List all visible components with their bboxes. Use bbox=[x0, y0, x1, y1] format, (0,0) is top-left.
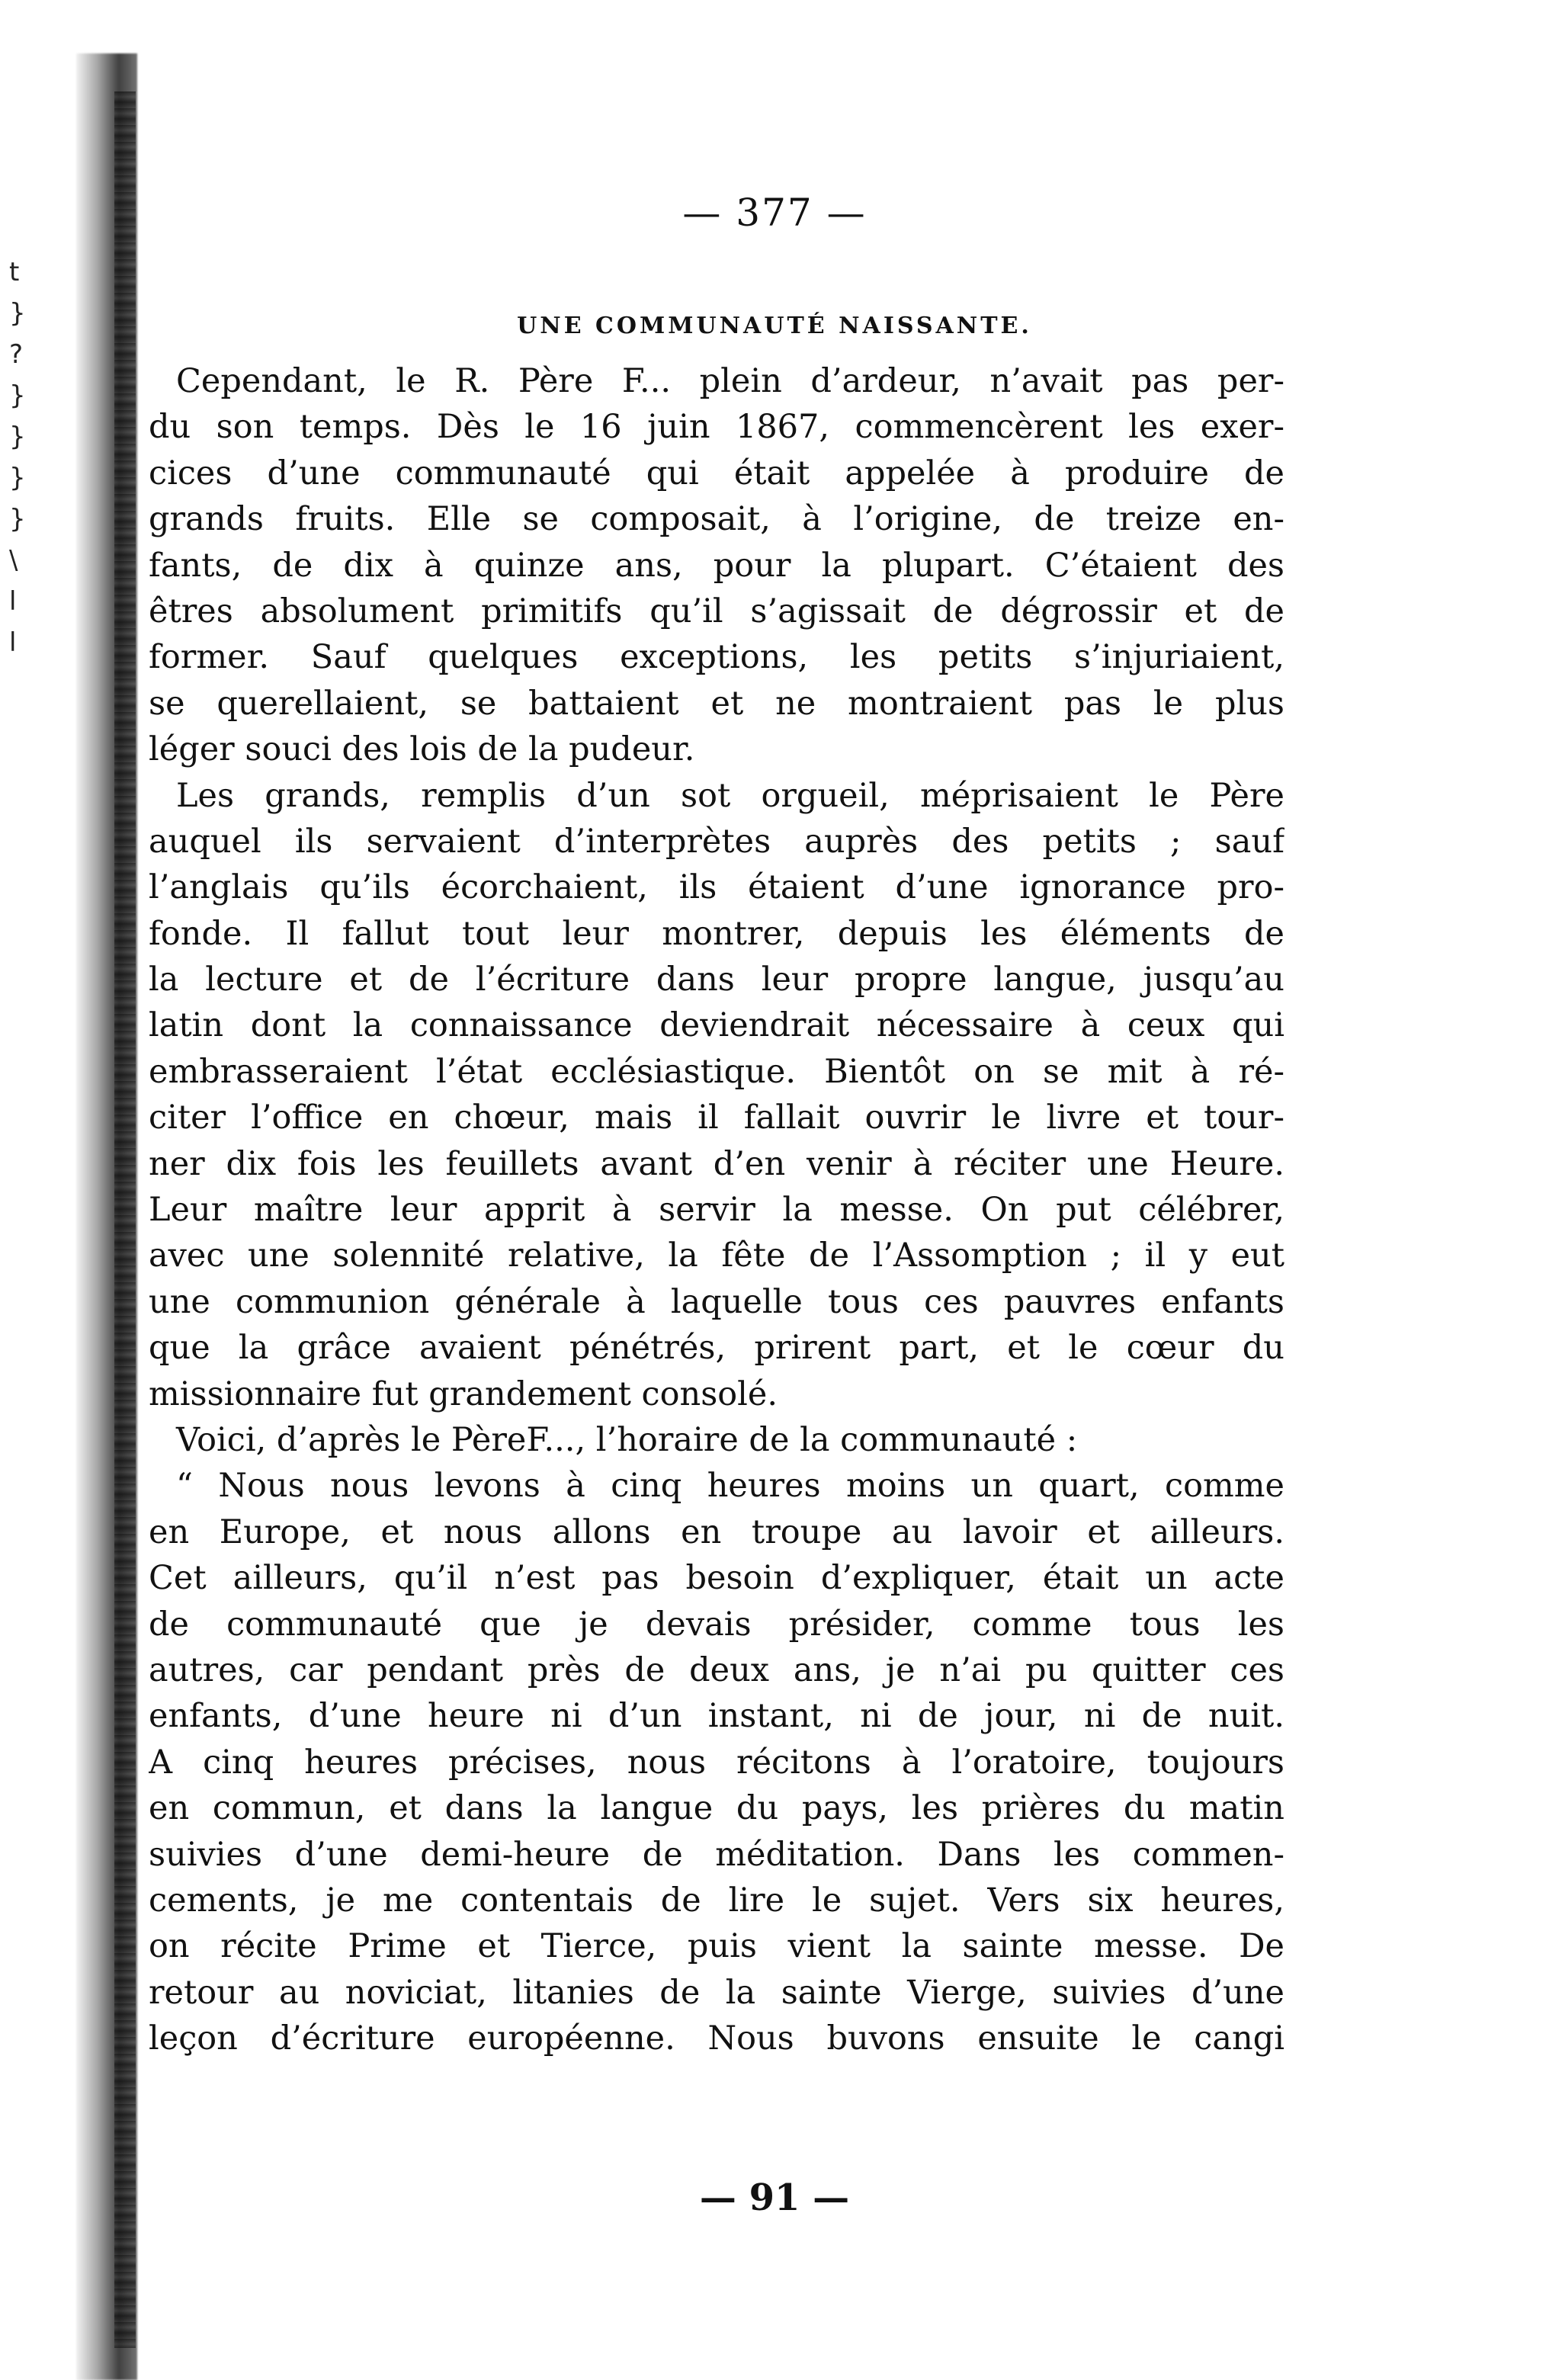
margin-mark: l bbox=[9, 586, 17, 617]
text-line: suivies d’une demi-heure de méditation. Dans les commen- bbox=[149, 1835, 1284, 1874]
text-line: Les grands, remplis d’un sot orgueil, méprisaient le Père bbox=[176, 776, 1284, 815]
text-line: en commun, et dans la langue du pays, les prières du matin bbox=[149, 1789, 1284, 1828]
running-head: UNE COMMUNAUTÉ NAISSANTE. bbox=[517, 313, 1032, 339]
text-line: fants, de dix à quinze ans, pour la plupart. C’étaient des bbox=[149, 546, 1284, 585]
text-line: enfants, d’une heure ni d’un instant, ni de jour, ni de nuit. bbox=[149, 1697, 1284, 1736]
margin-mark: } bbox=[9, 380, 26, 411]
margin-mark: t bbox=[9, 257, 20, 287]
text-line: Cet ailleurs, qu’il n’est pas besoin d’expliquer, était un acte bbox=[149, 1559, 1284, 1598]
text-line: grands fruits. Elle se composait, à l’origine, de treize en- bbox=[149, 500, 1284, 539]
margin-mark: \ bbox=[9, 545, 18, 576]
text-line: leçon d’écriture européenne. Nous buvons ensuite le cangi bbox=[149, 2019, 1284, 2058]
text-line: “ Nous nous levons à cinq heures moins un quart, comme bbox=[176, 1467, 1284, 1506]
margin-marks bbox=[9, 252, 40, 861]
bottom-page-number: — 91 — bbox=[699, 2176, 850, 2219]
text-line: citer l’office en chœur, mais il fallait ouvrir le livre et tour- bbox=[149, 1099, 1284, 1137]
text-line: auquel ils servaient d’interprètes auprès des petits ; sauf bbox=[149, 822, 1284, 861]
text-line: cements, je me contentais de lire le sujet. Vers six heures, bbox=[149, 1881, 1284, 1920]
text-line: cices d’une communauté qui était appelée à produire de bbox=[149, 454, 1284, 492]
text-line: que la grâce avaient pénétrés, prirent part, et le cœur du bbox=[149, 1329, 1284, 1368]
margin-mark: } bbox=[9, 298, 26, 329]
margin-mark: } bbox=[9, 463, 26, 493]
scan-binding-texture bbox=[114, 91, 136, 2348]
text-line: léger souci des lois de la pudeur. bbox=[149, 730, 695, 769]
text-line: une communion générale à laquelle tous ces pauvres enfants bbox=[149, 1282, 1284, 1321]
text-line: l’anglais qu’ils écorchaient, ils étaient d’une ignorance pro- bbox=[149, 868, 1284, 907]
text-line: se querellaient, se battaient et ne montraient pas le plus bbox=[149, 684, 1284, 723]
text-line: Leur maître leur apprit à servir la messe. On put célébrer, bbox=[149, 1191, 1284, 1230]
margin-mark: } bbox=[9, 504, 26, 534]
text-line: Cependant, le R. Père F... plein d’ardeur, n’avait pas per- bbox=[176, 362, 1284, 400]
text-line: Voici, d’après le PèreF..., l’horaire de la communauté : bbox=[176, 1420, 1078, 1459]
text-line: avec une solennité relative, la fête de l’Assomption ; il y eut bbox=[149, 1237, 1284, 1275]
text-line: on récite Prime et Tierce, puis vient la sainte messe. De bbox=[149, 1927, 1284, 1966]
text-line: autres, car pendant près de deux ans, je n’ai pu quitter ces bbox=[149, 1650, 1284, 1689]
margin-mark: } bbox=[9, 422, 26, 452]
text-line: missionnaire fut grandement consolé. bbox=[149, 1374, 778, 1413]
text-line: fonde. Il fallut tout leur montrer, depuis les éléments de bbox=[149, 914, 1284, 953]
margin-mark: ? bbox=[9, 339, 24, 370]
text-line: embrasseraient l’état ecclésiastique. Bientôt on se mit à ré- bbox=[149, 1052, 1284, 1091]
text-line: du son temps. Dès le 16 juin 1867, commencèrent les exer- bbox=[149, 408, 1284, 447]
text-line: de communauté que je devais présider, comme tous les bbox=[149, 1605, 1284, 1644]
text-line: en Europe, et nous allons en troupe au lavoir et ailleurs. bbox=[149, 1512, 1284, 1551]
text-line: former. Sauf quelques exceptions, les petits s’injuriaient, bbox=[149, 638, 1284, 677]
text-line: êtres absolument primitifs qu’il s’agissait de dégrossir et de bbox=[149, 592, 1284, 630]
body-text bbox=[149, 358, 1284, 2061]
text-line: la lecture et de l’écriture dans leur propre langue, jusqu’au bbox=[149, 961, 1284, 999]
text-line: latin dont la connaissance deviendrait nécessaire à ceux qui bbox=[149, 1006, 1284, 1045]
top-page-number: — 377 — bbox=[682, 191, 867, 235]
margin-mark: l bbox=[9, 627, 17, 658]
text-line: retour au noviciat, litanies de la sainte Vierge, suivies d’une bbox=[149, 1973, 1284, 2012]
text-line: A cinq heures précises, nous récitons à l’oratoire, toujours bbox=[149, 1743, 1284, 1782]
text-line: ner dix fois les feuillets avant d’en venir à réciter une Heure. bbox=[149, 1144, 1284, 1183]
